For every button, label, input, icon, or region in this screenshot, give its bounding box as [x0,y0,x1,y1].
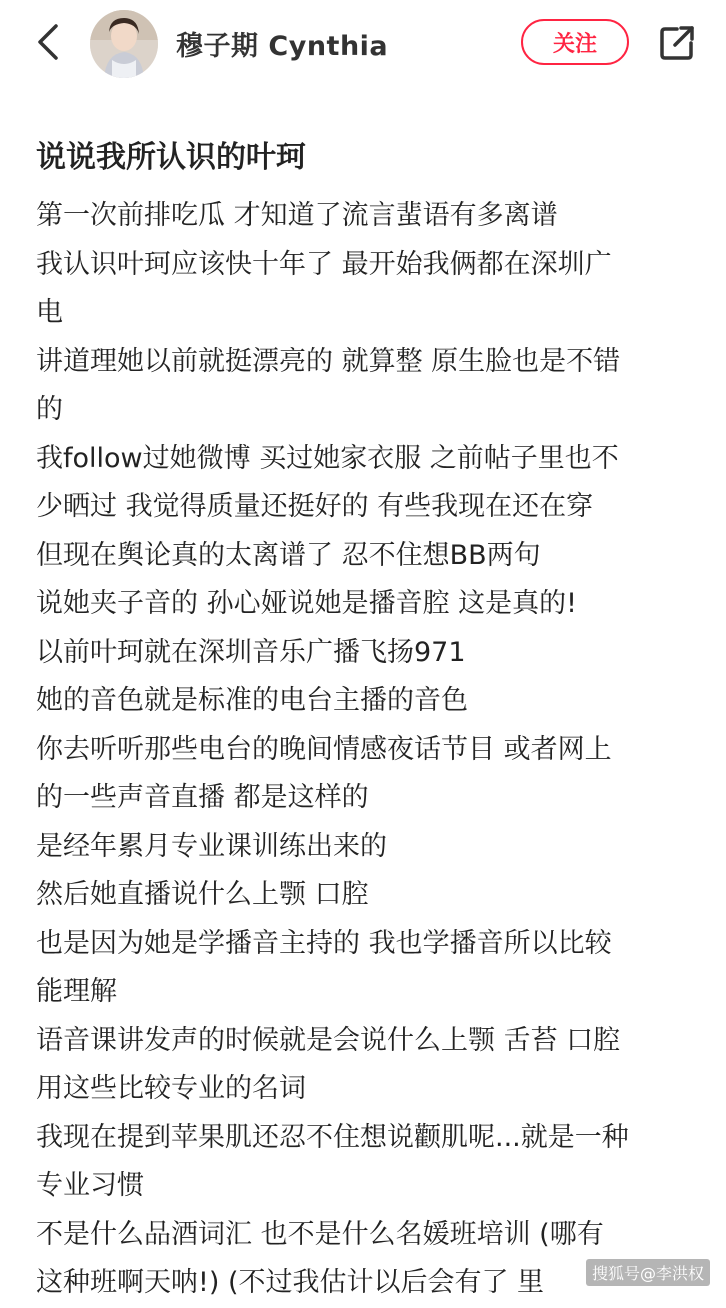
top-bar [0,0,726,90]
post-line: 我认识叶珂应该快十年了 最开始我俩都在深圳广 [36,248,612,280]
post-line: 语音课讲发声的时候就是会说什么上颚 舌苔 口腔 [36,1024,621,1056]
author-name[interactable]: 穆子期 Cynthia [176,31,389,62]
share-button[interactable] [654,20,700,66]
post-line: 用这些比较专业的名词 [36,1073,306,1104]
post-line: 第一次前排吃瓜 才知道了流言蜚语有多离谱 [36,200,558,231]
post-line: 电 [36,297,63,328]
post-line: 说她夹子音的 孙心娅说她是播音腔 这是真的! [36,588,577,619]
post-line: 是经年累月专业课训练出来的 [36,830,387,862]
post-line: 也是因为她是学播音主持的 我也学播音所以比较 [36,927,612,959]
post-line: 能理解 [36,976,117,1007]
post-line: 讲道理她以前就挺漂亮的 就算整 原生脸也是不错 [36,345,621,377]
post-line: 你去听听那些电台的晚间情感夜话节目 或者网上 [36,733,612,765]
chevron-left-icon [34,22,62,62]
post-line: 不是什么品酒词汇 也不是什么名媛班培训 (哪有 [36,1218,604,1250]
post-title: 说说我所认识的叶珂 [36,140,306,175]
post-line: 这种班啊天呐!) (不过我估计以后会有了 里 [36,1267,545,1298]
avatar[interactable] [90,10,158,78]
post-line: 我follow过她微博 买过她家衣服 之前帖子里也不 [36,442,619,474]
post-line: 的 [36,394,63,425]
post-line: 少晒过 我觉得质量还挺好的 有些我现在还在穿 [36,491,594,522]
post-line: 她的音色就是标准的电台主播的音色 [36,685,468,716]
post-line: 专业习惯 [36,1170,144,1201]
post-body [36,192,704,1308]
back-button[interactable] [26,20,70,64]
post-line: 但现在舆论真的太离谱了 忍不住想BB两句 [36,539,541,571]
post-line: 然后她直播说什么上颚 口腔 [36,879,369,910]
avatar-image-icon [90,10,158,78]
post-line: 的一些声音直播 都是这样的 [36,782,369,813]
post-line: 以前叶珂就在深圳音乐广播飞扬971 [36,636,466,668]
watermark: 搜狐号@李洪权 [586,1259,710,1286]
share-icon [657,23,697,63]
post-line: 我现在提到苹果肌还忍不住想说颧肌呢...就是一种 [36,1121,629,1153]
follow-button[interactable]: 关注 [521,19,629,65]
